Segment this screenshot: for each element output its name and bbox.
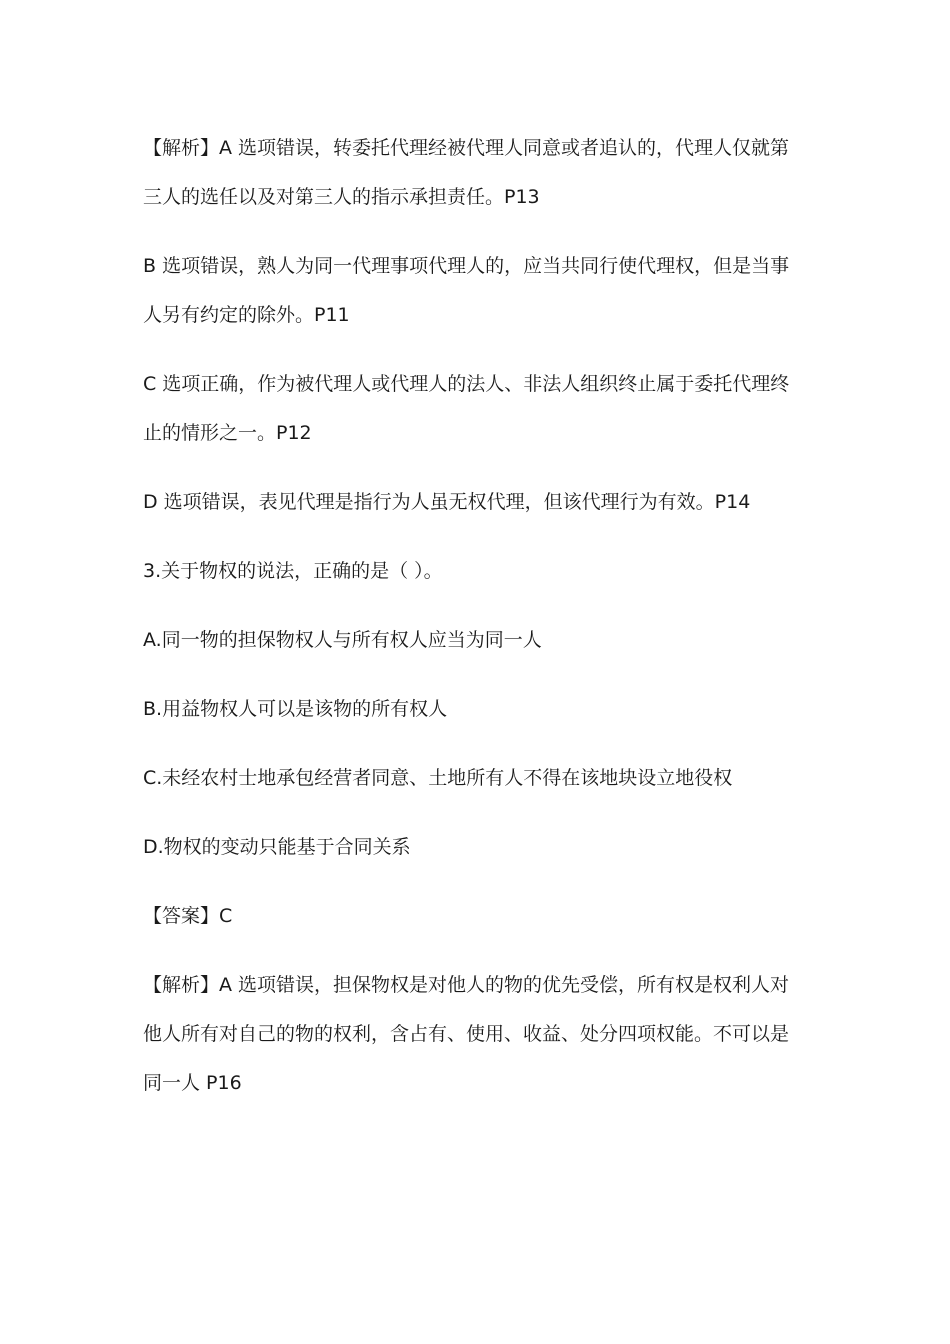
- paragraph-analysis-c: [143, 360, 803, 458]
- text-line: 止的情形之一。P12: [143, 422, 312, 444]
- paragraph-analysis-a: [143, 124, 803, 222]
- question-3: [143, 547, 803, 596]
- option-text: C.未经农村士地承包经营者同意、土地所有人不得在该地块设立地役权: [143, 767, 733, 789]
- answer-text: 【答案】C: [143, 905, 233, 927]
- option-text: A.同一物的担保物权人与所有权人应当为同一人: [143, 629, 542, 651]
- document-body: [143, 124, 803, 1108]
- text-line: 他人所有对自己的物的权利，含占有、使用、收益、处分四项权能。不可以是: [143, 1023, 790, 1045]
- text-line: 【解析】A 选项错误，担保物权是对他人的物的优先受偿，所有权是权利人对: [143, 974, 790, 996]
- text-line: B 选项错误，熟人为同一代理事项代理人的，应当共同行使代理权，但是当事: [143, 255, 790, 277]
- text-line: 三人的选任以及对第三人的指示承担责任。P13: [143, 186, 540, 208]
- answer: [143, 892, 803, 941]
- text-line: 【解析】A 选项错误，转委托代理经被代理人同意或者追认的，代理人仅就第: [143, 137, 790, 159]
- option-text: B.用益物权人可以是该物的所有权人: [143, 698, 448, 720]
- paragraph-analysis-d: [143, 478, 803, 527]
- text-line: C 选项正确，作为被代理人或代理人的法人、非法人组织终止属于委托代理终: [143, 373, 790, 395]
- option-a: [143, 616, 803, 665]
- text-line: D 选项错误，表见代理是指行为人虽无权代理，但该代理行为有效。P14: [143, 491, 751, 513]
- option-b: [143, 685, 803, 734]
- text-line: 人另有约定的除外。P11: [143, 304, 350, 326]
- text-line: 同一人 P16: [143, 1072, 242, 1094]
- option-text: D.物权的变动只能基于合同关系: [143, 836, 411, 858]
- option-d: [143, 823, 803, 872]
- option-c: [143, 754, 803, 803]
- question-text: 3.关于物权的说法，正确的是（ ）。: [143, 560, 443, 582]
- paragraph-analysis-b: [143, 242, 803, 340]
- paragraph-analysis-q3: [143, 961, 803, 1108]
